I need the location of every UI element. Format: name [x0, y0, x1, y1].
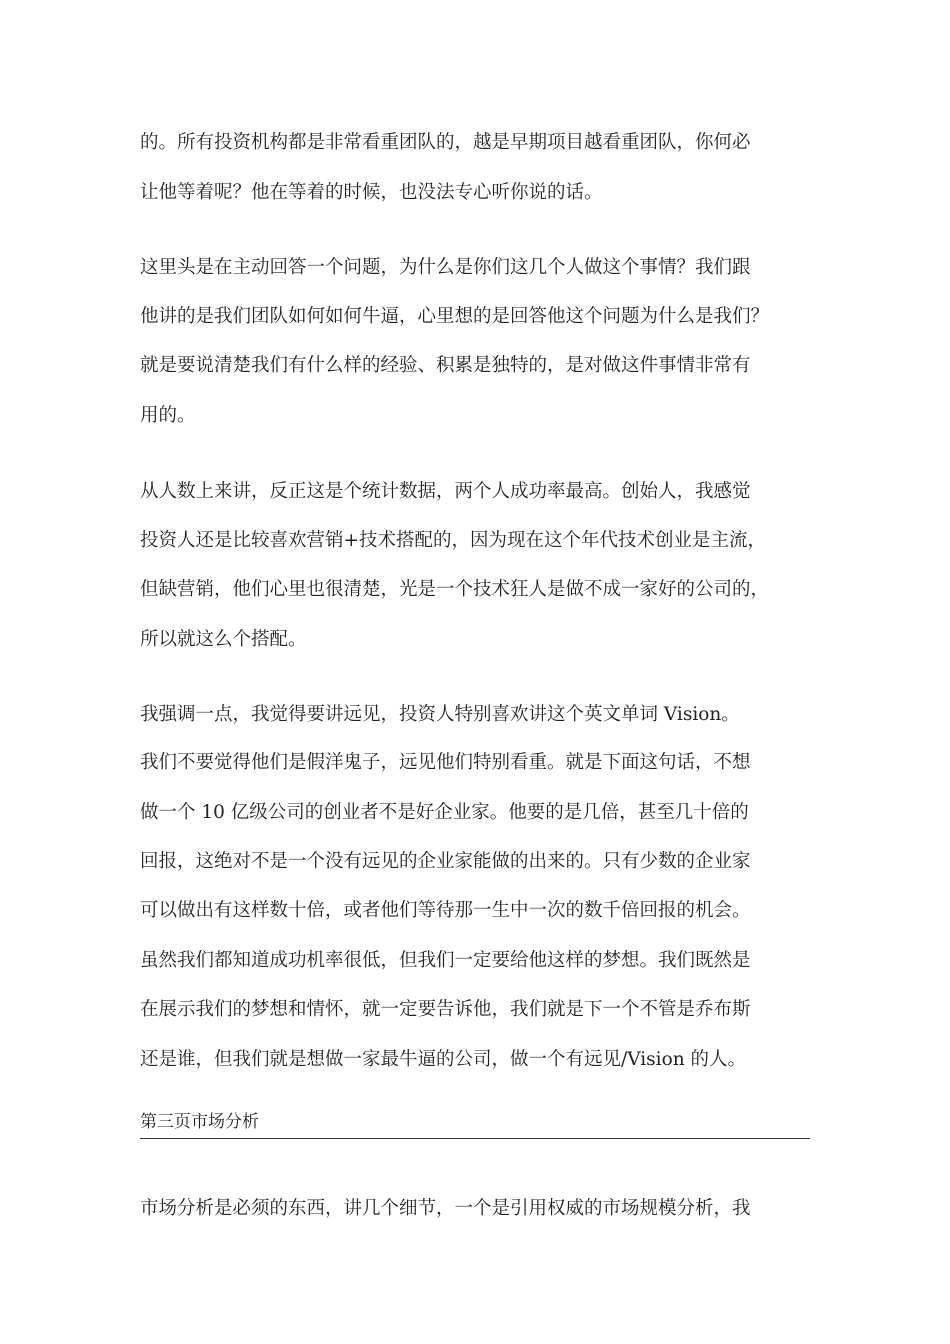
heading-underline: [140, 1138, 810, 1139]
paragraph-2-line-2: 他讲的是我们团队如何如何牛逼，心里想的是回答他这个问题为什么是我们？: [140, 306, 770, 327]
paragraph-4-line-4: 回报，这绝对不是一个没有远见的企业家能做的出来的。只有少数的企业家: [140, 851, 751, 872]
paragraph-3-line-2: 投资人还是比较喜欢营销+技术搭配的，因为现在这个年代技术创业是主流，: [140, 530, 767, 551]
paragraph-4-line-8: 还是谁，但我们就是想做一家最牛逼的公司，做一个有远见/Vision 的人。: [140, 1049, 747, 1070]
paragraph-1-line-1: 的。所有投资机构都是非常看重团队的，越是早期项目越看重团队，你何必: [140, 132, 751, 153]
final-paragraph-line-1: 市场分析是必须的东西，讲几个细节，一个是引用权威的市场规模分析，我: [140, 1198, 751, 1219]
paragraph-3-line-3: 但缺营销，他们心里也很清楚，光是一个技术狂人是做不成一家好的公司的，: [140, 579, 770, 600]
paragraph-1-line-2: 让他等着呢？他在等着的时候，也没法专心听你说的话。: [140, 182, 603, 203]
paragraph-2-line-3: 就是要说清楚我们有什么样的经验、积累是独特的，是对做这件事情非常有: [140, 355, 751, 376]
paragraph-4-line-7: 在展示我们的梦想和情怀，就一定要告诉他，我们就是下一个不管是乔布斯: [140, 999, 751, 1020]
section-heading: 第三页市场分析: [140, 1112, 259, 1132]
paragraph-4-line-2: 我们不要觉得他们是假洋鬼子，远见他们特别看重。就是下面这句话，不想: [140, 752, 751, 773]
paragraph-4-line-6: 虽然我们都知道成功机率很低，但我们一定要给他这样的梦想。我们既然是: [140, 950, 751, 971]
paragraph-2-line-4: 用的。: [140, 405, 196, 426]
paragraph-3-line-4: 所以就这么个搭配。: [140, 629, 307, 650]
paragraph-4-line-3: 做一个 10 亿级公司的创业者不是好企业家。他要的是几倍，甚至几十倍的: [140, 802, 749, 823]
paragraph-4-line-5: 可以做出有这样数十倍，或者他们等待那一生中一次的数千倍回报的机会。: [140, 900, 751, 921]
paragraph-4-line-1: 我强调一点，我觉得要讲远见，投资人特别喜欢讲这个英文单词 Vision。: [140, 704, 740, 725]
paragraph-2-line-1: 这里头是在主动回答一个问题，为什么是你们这几个人做这个事情？我们跟: [140, 257, 751, 278]
paragraph-3-line-1: 从人数上来讲，反正这是个统计数据，两个人成功率最高。创始人，我感觉: [140, 481, 751, 502]
